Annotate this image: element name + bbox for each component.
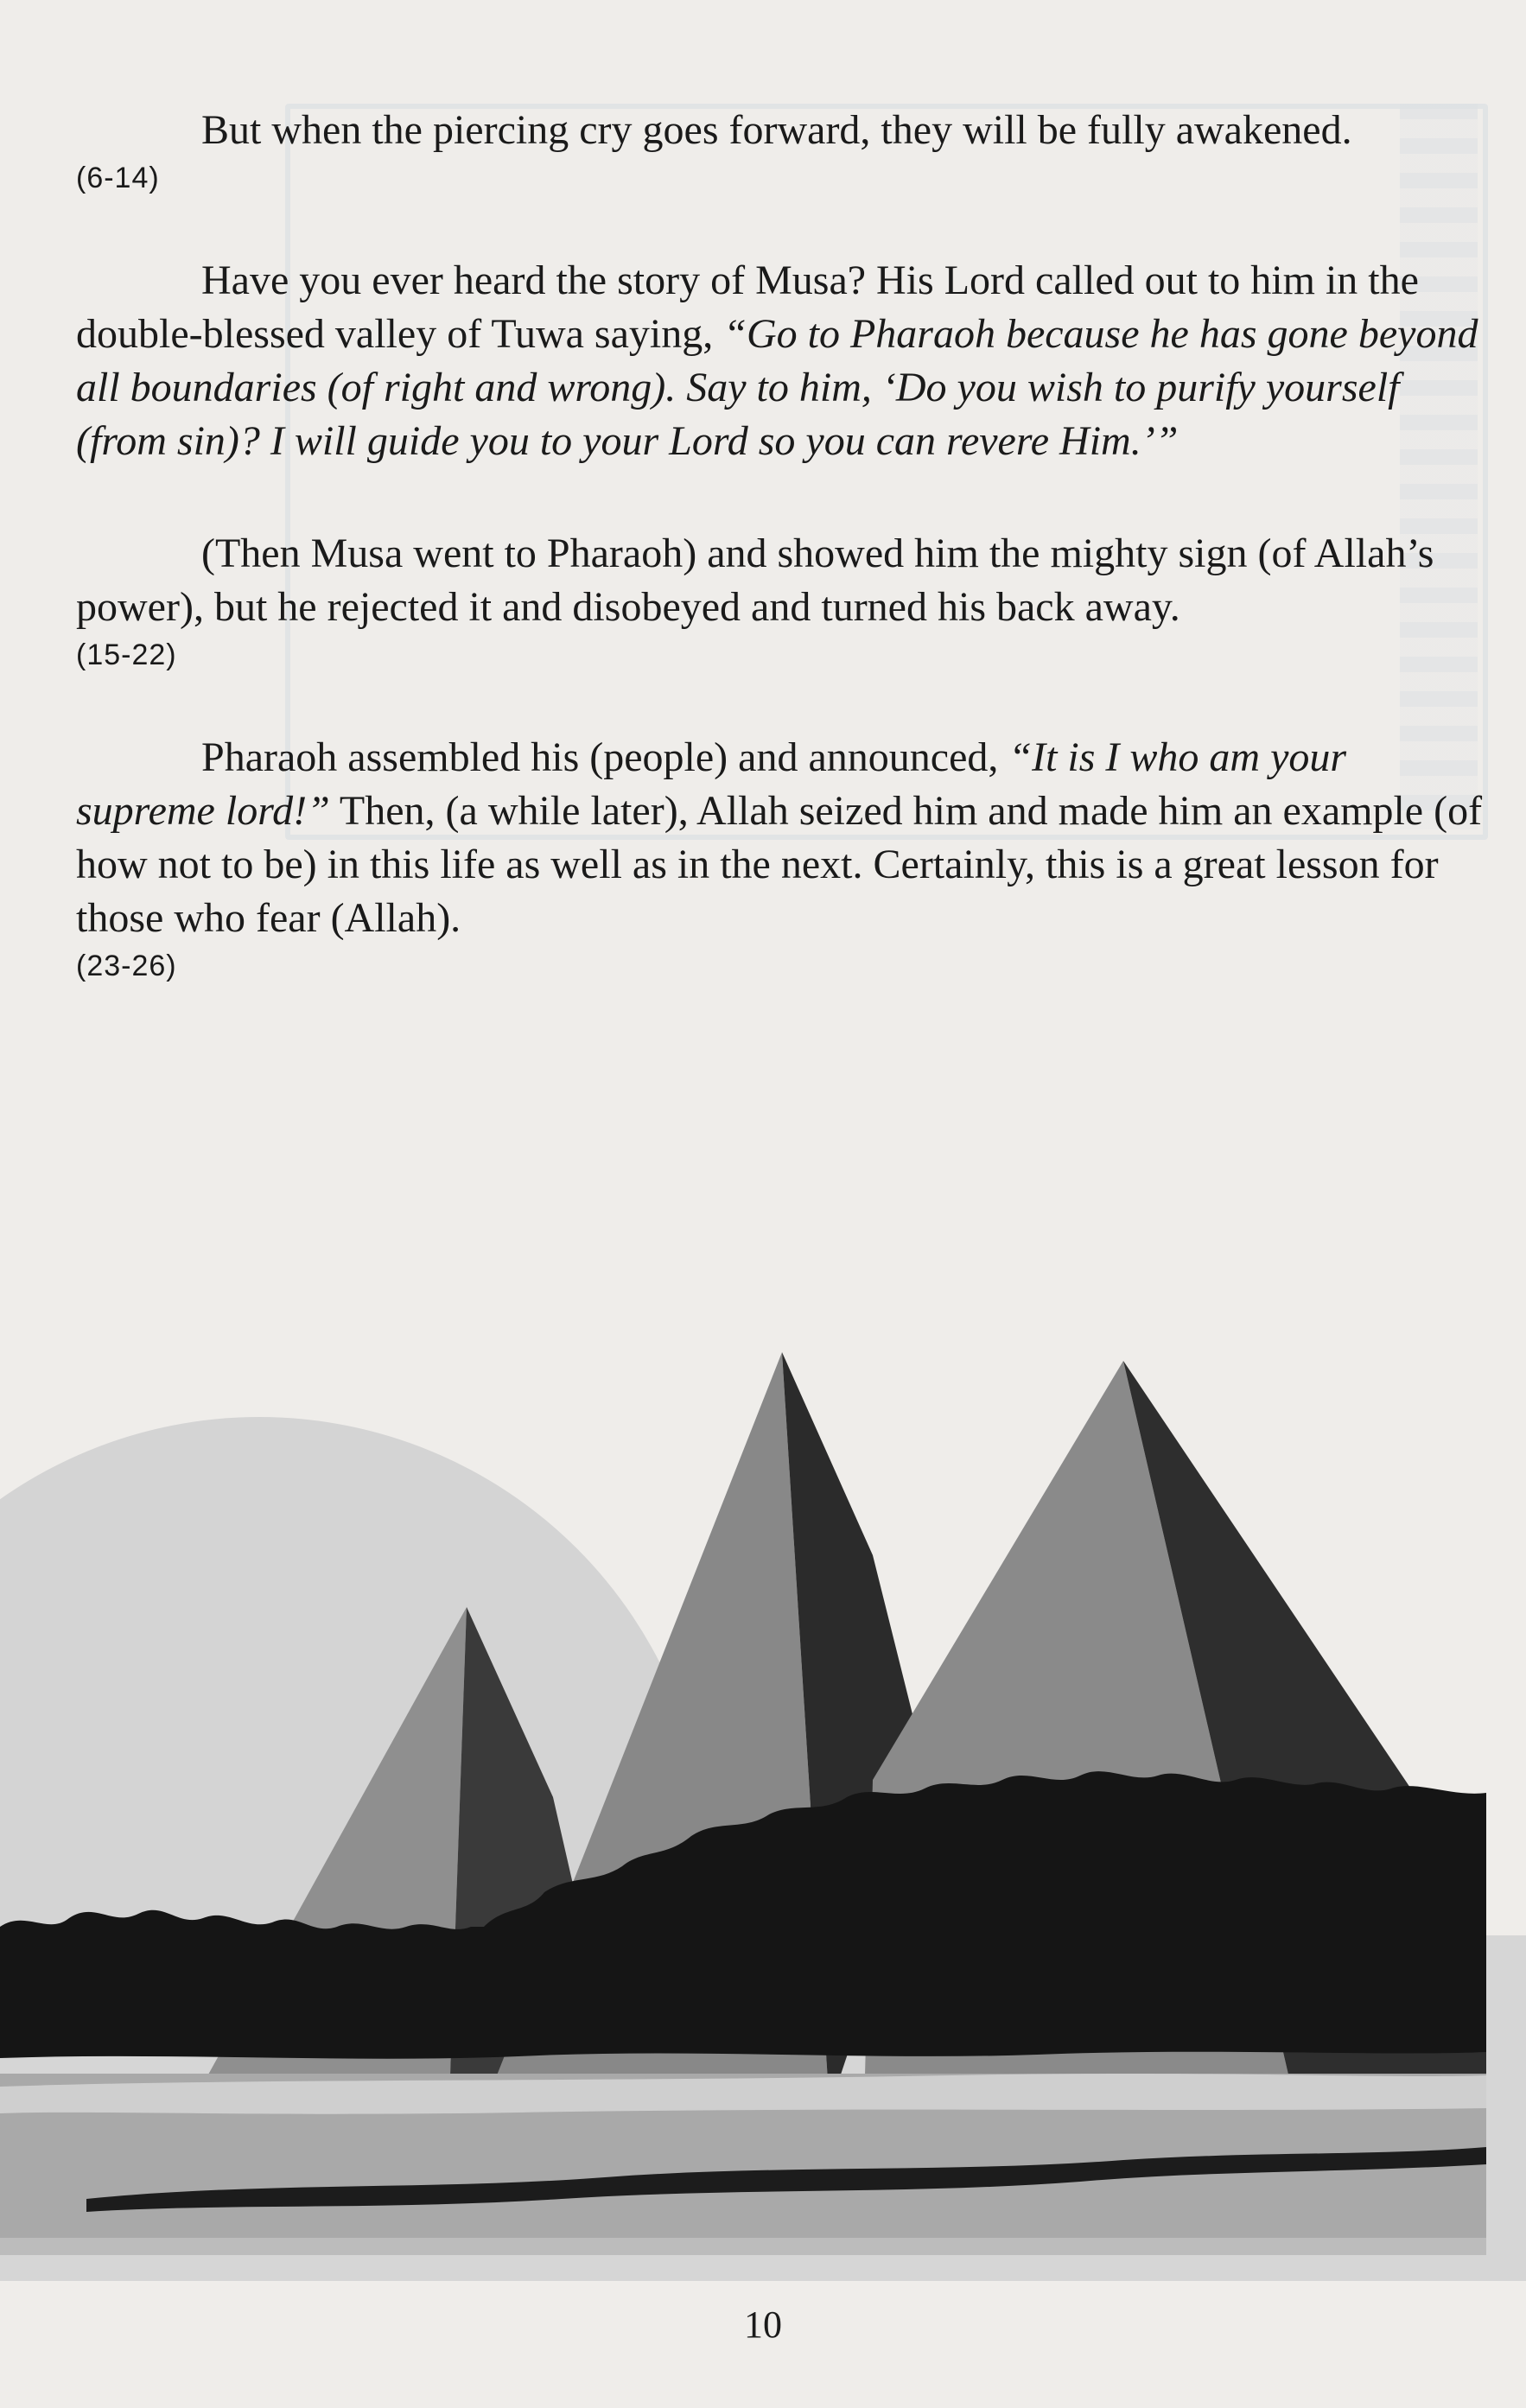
page-number: 10 — [744, 2303, 782, 2346]
pyramids-illustration — [0, 1331, 1526, 2281]
quoted-speech: “It is I who am your supreme lord!” — [76, 734, 1347, 834]
body-text — [76, 104, 1485, 983]
paragraph-gap — [76, 672, 1485, 731]
paragraph-text: Have you ever heard the story of Musa? His Lord called out to him in the double-blessed valley of Tuwa saying, — [76, 257, 1419, 357]
paragraph-gap — [76, 468, 1485, 527]
verse-reference: (23-26) — [76, 950, 177, 982]
paragraph — [76, 254, 1485, 468]
quoted-speech: “Go to Pharaoh because he has gone beyond all boundaries (of right and wrong). Say to him, ‘Do you wish to purify yourself (from sin)? I will guide you to your Lord so you can revere Him.’” — [76, 311, 1478, 464]
verse-reference: (6-14) — [76, 162, 160, 194]
paragraph — [76, 527, 1485, 634]
paragraph — [76, 104, 1485, 157]
paragraph-text: (Then Musa went to Pharaoh) and showed him the mighty sign (of Allah’s power), but he rejected it and disobeyed and turned his back away. — [76, 531, 1434, 630]
paragraph-text: But when the piercing cry goes forward, they will be fully awakened. — [201, 107, 1352, 153]
paragraph-gap — [76, 195, 1485, 254]
verse-reference: (15-22) — [76, 639, 177, 671]
water-bottom — [0, 2238, 1486, 2255]
paragraph-text: Then, (a while later), Allah seized him and made him an example (of how not to be) in this life as well as in the next. Certainly, this is a great lesson for those who fear (Allah). — [76, 788, 1483, 941]
paragraph-text: Pharaoh assembled his (people) and announced, — [201, 734, 1009, 780]
paragraph — [76, 731, 1485, 945]
